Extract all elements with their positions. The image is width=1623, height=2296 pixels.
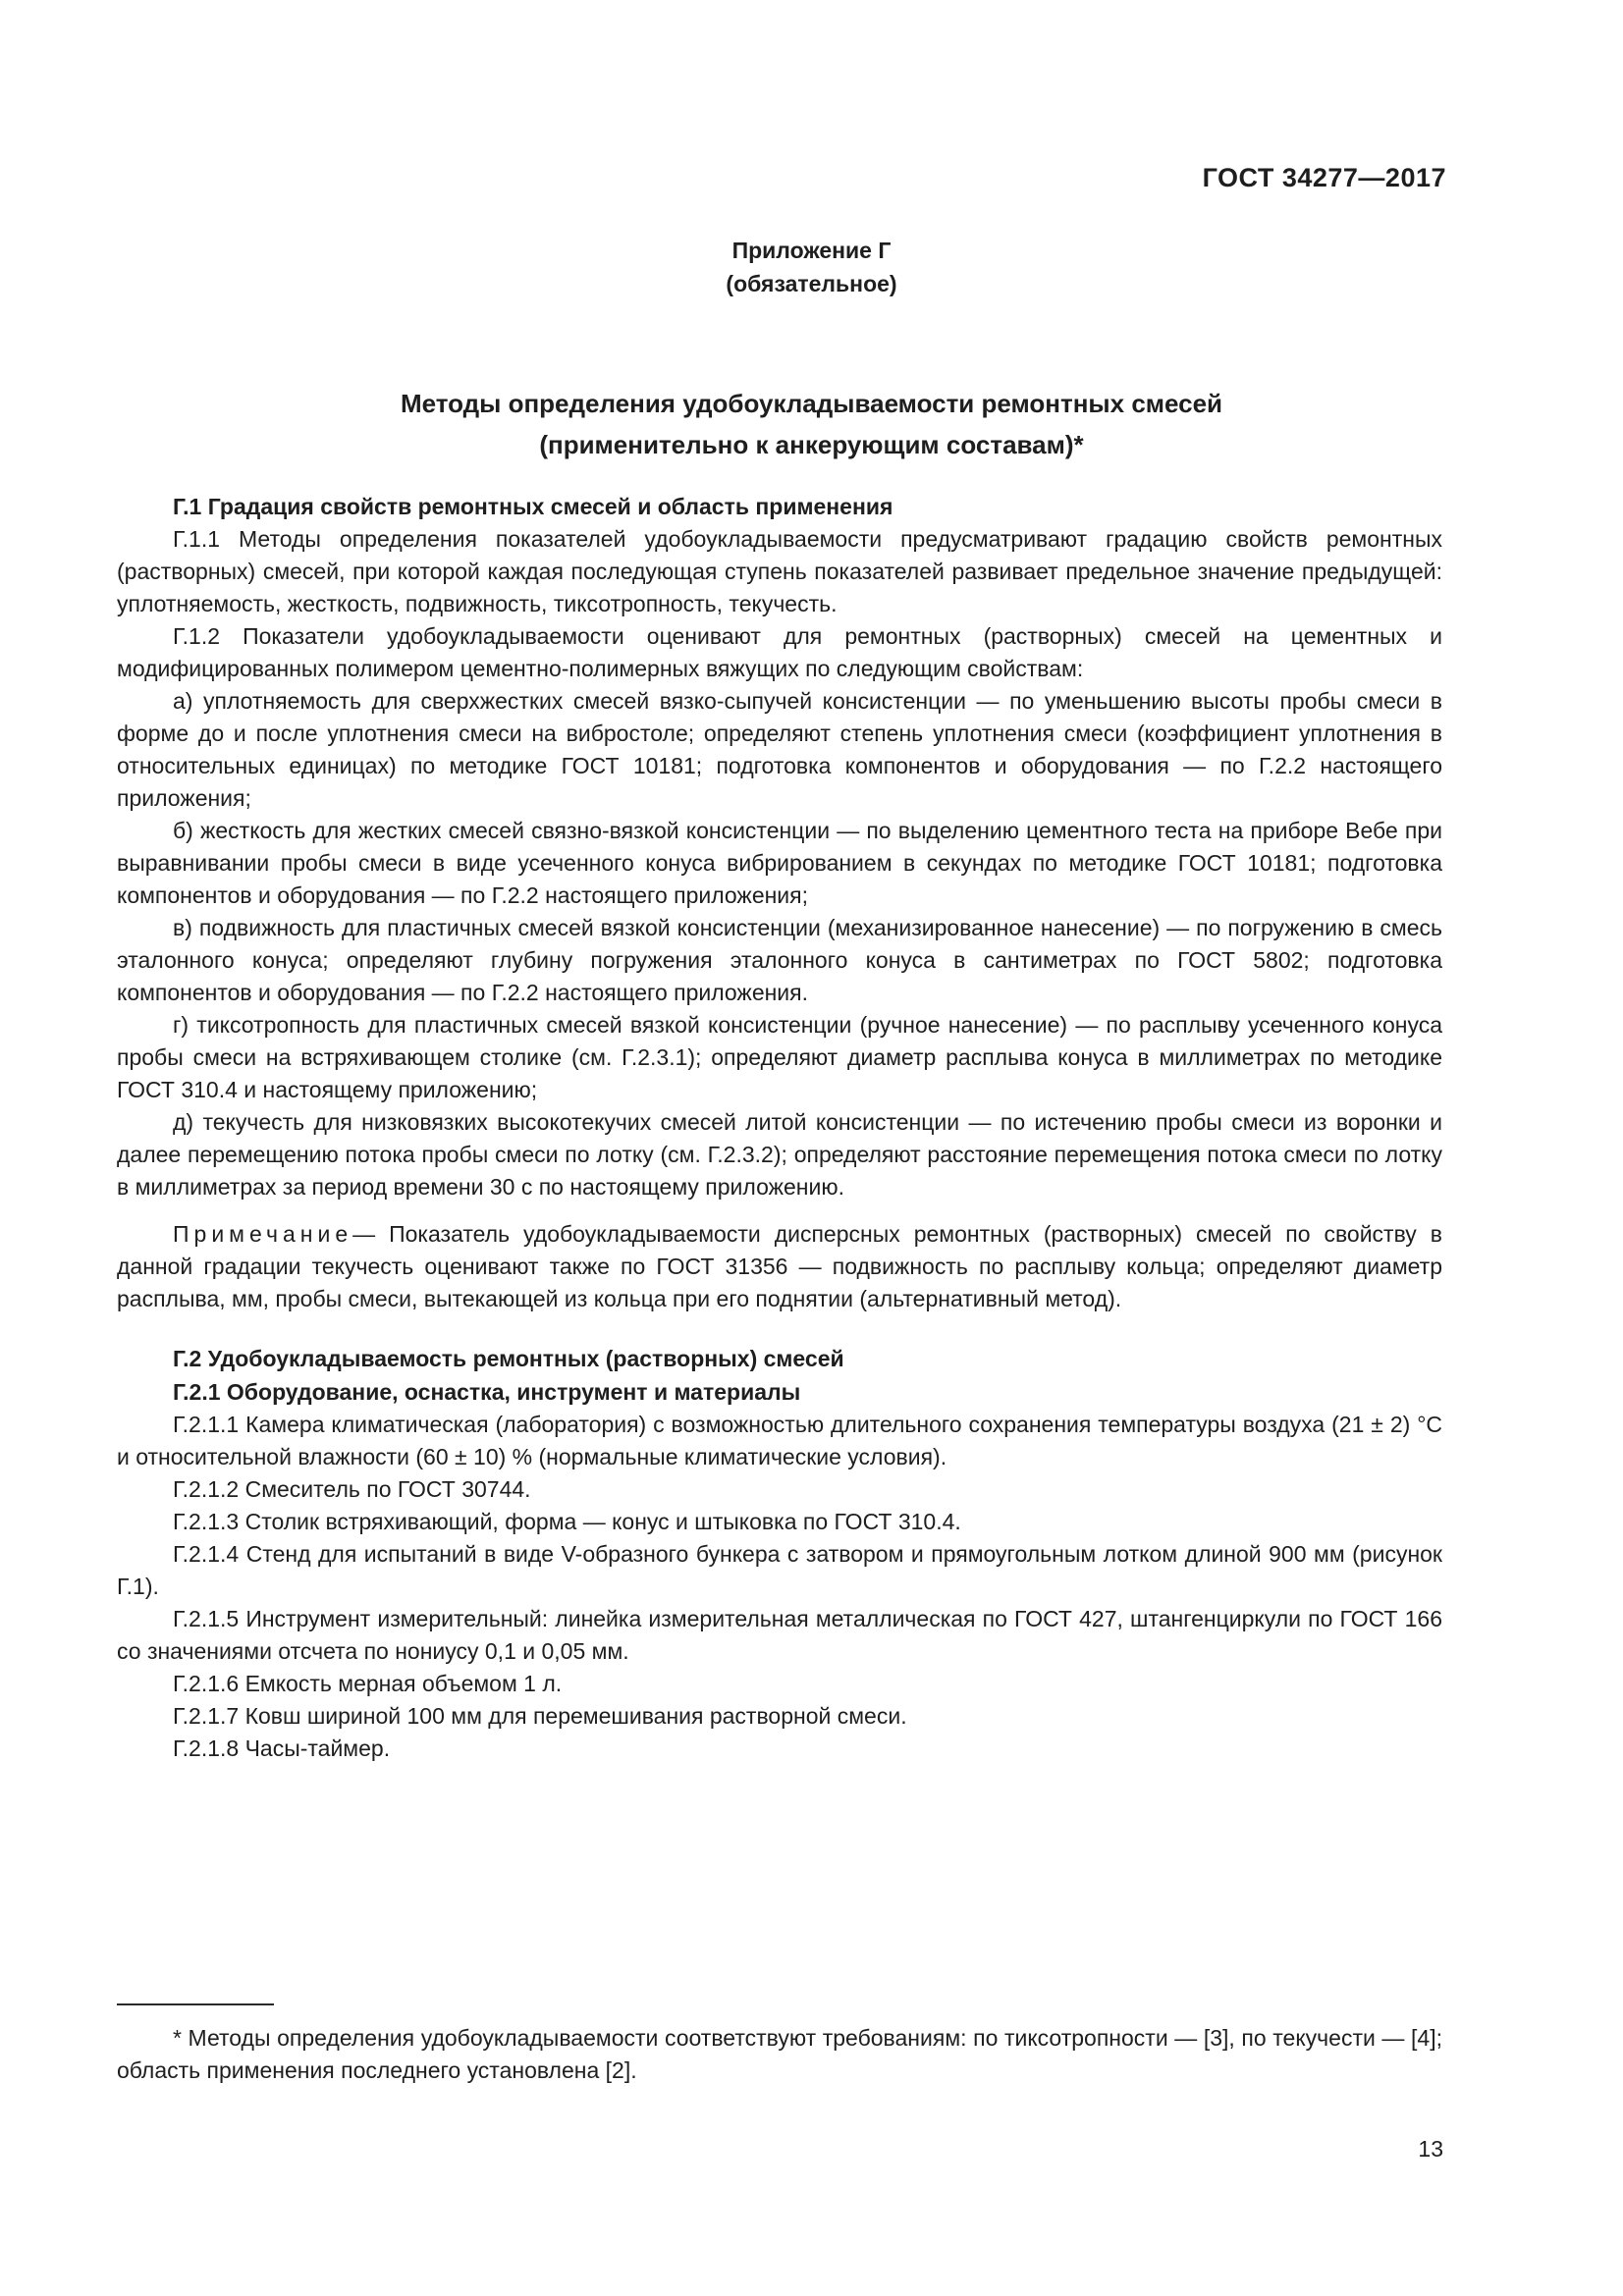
list-item-b: б) жесткость для жестких смесей связно-вязкой консистенции — по выделению цементного теста на приборе Вебе при выравнивании пробы смеси в виде усеченного конуса вибрированием в секундах по методике ГОСТ 10181; подготовка компонентов и оборудования — по Г.2.2 настоящего приложения; <box>117 818 1442 908</box>
list-item-v: в) подвижность для пластичных смесей вязкой консистенции (механизированное нанесение) — по погружению в смесь эталонного конуса; определяют глубину погружения эталонного конуса в сантиметрах по ГОСТ 5802; подготовка компонентов и оборудования — по Г.2.2 настоящего приложения. <box>117 915 1442 1005</box>
paragraph-g-1-2: Г.1.2 Показатели удобоукладываемости оценивают для ремонтных (растворных) смесей на цементных и модифицированных полимером цементно-полимерных вяжущих по следующим свойствам: <box>117 623 1442 681</box>
equipment-item: Г.2.1.5 Инструмент измерительный: линейка измерительная металлическая по ГОСТ 427, штангенциркули по ГОСТ 166 со значениями отсчета по нониусу 0,1 и 0,05 мм. <box>117 1606 1442 1664</box>
list-item-a: а) уплотняемость для сверхжестких смесей вязко-сыпучей консистенции — по уменьшению высоты пробы смеси в форме до и после уплотнения смеси на вибростоле; определяют степень уплотнения смеси (коэффициент уплотнения в относительных единицах) по методике ГОСТ 10181; подготовка компонентов и оборудования — по Г.2.2 настоящего приложения; <box>117 688 1442 811</box>
footnote-divider <box>117 2003 274 2005</box>
title-line-1: Методы определения удобоукладываемости ремонтных смесей <box>400 389 1223 418</box>
title-line-2: (применительно к анкерующим составам)* <box>539 430 1084 459</box>
equipment-item: Г.2.1.4 Стенд для испытаний в виде V-образного бункера с затвором и прямоугольным лотком длиной 900 мм (рисунок Г.1). <box>117 1541 1442 1599</box>
equipment-item: Г.2.1.2 Смеситель по ГОСТ 30744. <box>173 1476 531 1502</box>
document-body <box>117 491 1442 1765</box>
page-number: 13 <box>1418 2136 1443 2162</box>
equipment-item: Г.2.1.1 Камера климатическая (лаборатория) с возможностью длительного сохранения температуры воздуха (21 ± 2) °С и относительной влажности (60 ± 10) % (нормальные климатические условия). <box>117 1412 1442 1469</box>
document-code: ГОСТ 34277—2017 <box>1202 163 1446 192</box>
footnote <box>117 2022 1442 2087</box>
footnote-text: * Методы определения удобоукладываемости соответствуют требованиям: по тиксотропности — [3], по текучести — [4]; область применения последнего установлена [2]. <box>117 2025 1442 2083</box>
list-item-d: д) текучесть для низковязких высокотекучих смесей литой консистенции — по истечению пробы смеси из воронки и далее перемещению потока пробы смеси по лотку (см. Г.2.3.2); определяют расстояние перемещения потока смеси по лотку в миллиметрах за период времени 30 с по настоящему приложению. <box>117 1109 1442 1200</box>
note-label: Примечание <box>173 1221 353 1247</box>
equipment-item: Г.2.1.7 Ковш шириной 100 мм для перемешивания растворной смеси. <box>173 1703 907 1729</box>
section-2-heading: Г.2 Удобоукладываемость ремонтных (растворных) смесей <box>173 1346 844 1371</box>
equipment-item: Г.2.1.3 Столик встряхивающий, форма — конус и штыковка по ГОСТ 310.4. <box>173 1509 961 1534</box>
note-paragraph <box>117 1218 1442 1315</box>
paragraph-g-1-1: Г.1.1 Методы определения показателей удобоукладываемости предусматривают градацию свойств ремонтных (растворных) смесей, при которой каждая последующая ступень показателей развивает предельное значение предыдущей: уплотняемость, жесткость, подвижность, тиксотропность, текучесть. <box>117 526 1442 616</box>
list-item-g: г) тиксотропность для пластичных смесей вязкой консистенции (ручное нанесение) — по расплыву усеченного конуса пробы смеси на встряхивающем столике (см. Г.2.3.1); определяют диаметр расплыва конуса в миллиметрах по методике ГОСТ 310.4 и настоящему приложению; <box>117 1012 1442 1102</box>
appendix-label: Приложение Г <box>731 238 892 263</box>
appendix-status: (обязательное) <box>726 271 897 296</box>
section-2-1-heading: Г.2.1 Оборудование, оснастка, инструмент и материалы <box>173 1379 801 1405</box>
section-1-heading: Г.1 Градация свойств ремонтных смесей и область применения <box>173 494 893 519</box>
equipment-item: Г.2.1.8 Часы-таймер. <box>173 1735 391 1761</box>
appendix-header <box>0 234 1623 300</box>
equipment-item: Г.2.1.6 Емкость мерная объемом 1 л. <box>173 1671 563 1696</box>
note-text: — Показатель удобоукладываемости дисперсных ремонтных (растворных) смесей по свойству в данной градации текучесть оценивают также по ГОСТ 31356 — подвижность по расплыву кольца; определяют диаметр расплыва, мм, пробы смеси, вытекающей из кольца при его поднятии (альтернативный метод). <box>117 1221 1442 1311</box>
appendix-title <box>0 383 1623 465</box>
